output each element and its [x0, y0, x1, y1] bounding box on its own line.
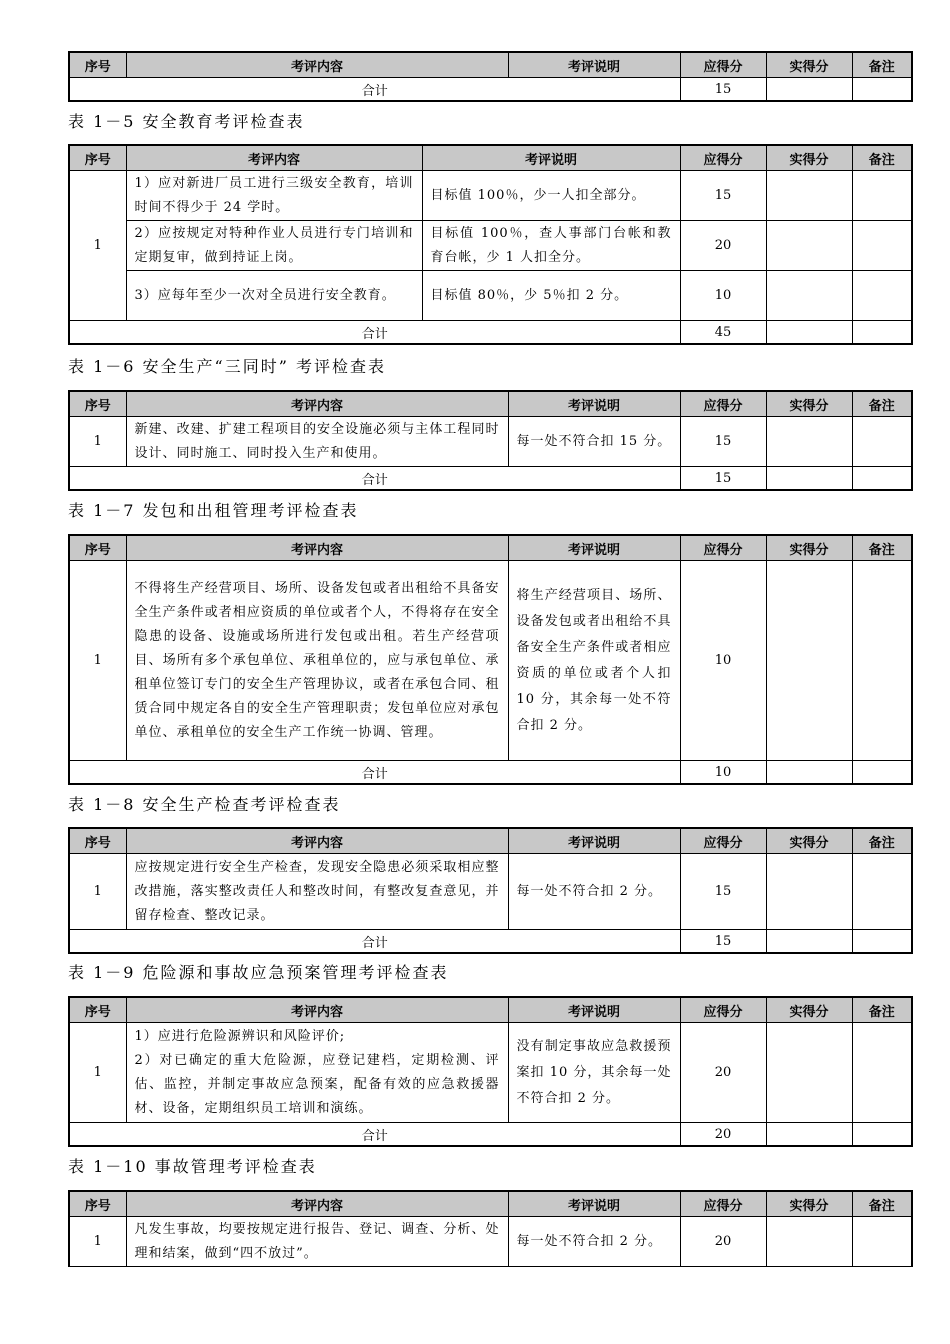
- table-1-9: [68, 996, 913, 1147]
- total-row: [69, 761, 912, 785]
- total-row: [69, 467, 912, 491]
- total-label: 合计: [69, 467, 680, 491]
- header-desc: 考评说明: [422, 145, 680, 171]
- content-cell: 不得将生产经营项目、场所、设备发包或者出租给不具备安全生产条件或者相应资质的单位或者个人，不得将存在安全隐患的设备、设施或场所进行发包或出租。若生产经营项目、场所有多个承包单位、承租单位的，应与承包单位、承租单位签订专门的安全生产管理协议，或者在承包合同、租赁合同中规定各自的安全生产管理职责；发包单位应对承包单位、承租单位的安全生产工作统一协调、管理。: [126, 561, 508, 761]
- table-row: [69, 417, 912, 467]
- header-seq: 序号: [69, 391, 126, 417]
- table-row: [69, 221, 912, 271]
- actual-cell[interactable]: [766, 854, 852, 930]
- remark-cell[interactable]: [852, 1217, 912, 1267]
- total-remark-cell[interactable]: [852, 467, 912, 491]
- remark-cell[interactable]: [852, 854, 912, 930]
- score-cell: 20: [680, 1217, 766, 1267]
- remark-cell[interactable]: [852, 1023, 912, 1123]
- header-seq: 序号: [69, 997, 126, 1023]
- header-desc: 考评说明: [508, 391, 680, 417]
- header-score: 应得分: [680, 145, 766, 171]
- header-score: 应得分: [680, 828, 766, 854]
- seq-cell: 1: [69, 854, 126, 930]
- content-cell: [126, 1023, 508, 1123]
- header-score: 应得分: [680, 391, 766, 417]
- total-remark-cell[interactable]: [852, 761, 912, 785]
- desc-cell: 每一处不符合扣 15 分。: [508, 417, 680, 467]
- header-seq: 序号: [69, 52, 126, 78]
- total-score: 20: [680, 1123, 766, 1147]
- header-seq: 序号: [69, 535, 126, 561]
- header-remark: 备注: [852, 535, 912, 561]
- desc-cell: 没有制定事故应急救援预案扣 10 分，其余每一处不符合扣 2 分。: [508, 1023, 680, 1123]
- header-content: 考评内容: [126, 391, 508, 417]
- header-content: 考评内容: [126, 828, 508, 854]
- total-score: 15: [680, 930, 766, 954]
- table-row: [69, 1023, 912, 1123]
- header-remark: 备注: [852, 145, 912, 171]
- header-seq: 序号: [69, 1191, 126, 1217]
- table-row: [69, 561, 912, 761]
- header-remark: 备注: [852, 1191, 912, 1217]
- score-cell: 20: [680, 1023, 766, 1123]
- table-1-8: [68, 827, 913, 954]
- content-line-1: 1）应进行危险源辨识和风险评价;: [134, 1028, 346, 1044]
- table-row: [69, 271, 912, 321]
- header-actual: 实得分: [766, 535, 852, 561]
- score-cell: 15: [680, 417, 766, 467]
- header-content: 考评内容: [126, 997, 508, 1023]
- caption-table-1-8: 表 1－8 安全生产检查考评检查表: [68, 795, 341, 814]
- actual-cell[interactable]: [766, 171, 852, 221]
- actual-cell[interactable]: [766, 1023, 852, 1123]
- content-cell: 应按规定进行安全生产检查，发现安全隐患必须采取相应整改措施，落实整改责任人和整改时间，有整改复查意见，并留存检查、整改记录。: [126, 854, 508, 930]
- seq-cell: 1: [69, 1217, 126, 1267]
- header-remark: 备注: [852, 997, 912, 1023]
- seq-cell: 1: [69, 1023, 126, 1123]
- header-content: 考评内容: [126, 145, 422, 171]
- header-actual: 实得分: [766, 145, 852, 171]
- total-actual-cell[interactable]: [766, 321, 852, 345]
- total-actual-cell[interactable]: [766, 930, 852, 954]
- header-remark: 备注: [852, 391, 912, 417]
- actual-cell[interactable]: [766, 221, 852, 271]
- header-seq: 序号: [69, 828, 126, 854]
- score-cell: 20: [680, 221, 766, 271]
- header-content: 考评内容: [126, 1191, 508, 1217]
- desc-cell: 将生产经营项目、场所、设备发包或者出租给不具备安全生产条件或者相应资质的单位或者个人扣 10 分，其余每一处不符合扣 2 分。: [508, 561, 680, 761]
- total-remark-cell[interactable]: [852, 1123, 912, 1147]
- total-label: 合计: [69, 930, 680, 954]
- content-cell: 3）应每年至少一次对全员进行安全教育。: [126, 271, 422, 321]
- table-1-10: [68, 1190, 913, 1267]
- remark-cell[interactable]: [852, 271, 912, 321]
- header-remark: 备注: [852, 828, 912, 854]
- header-actual: 实得分: [766, 997, 852, 1023]
- table-row: [69, 1217, 912, 1267]
- header-desc: 考评说明: [508, 535, 680, 561]
- header-desc: 考评说明: [508, 828, 680, 854]
- table-row: [69, 171, 912, 221]
- header-score: 应得分: [680, 535, 766, 561]
- total-label: 合计: [69, 1123, 680, 1147]
- total-remark-cell[interactable]: [852, 78, 912, 102]
- score-cell: 10: [680, 271, 766, 321]
- actual-cell[interactable]: [766, 271, 852, 321]
- actual-cell[interactable]: [766, 561, 852, 761]
- caption-table-1-7: 表 1－7 发包和出租管理考评检查表: [68, 501, 359, 520]
- seq-cell: 1: [69, 417, 126, 467]
- table-prev: [68, 51, 913, 102]
- total-remark-cell[interactable]: [852, 321, 912, 345]
- seq-cell: 1: [69, 171, 126, 321]
- total-row: [69, 1123, 912, 1147]
- header-actual: 实得分: [766, 52, 852, 78]
- total-actual-cell[interactable]: [766, 761, 852, 785]
- header-desc: 考评说明: [508, 997, 680, 1023]
- content-cell: 2）应按规定对特种作业人员进行专门培训和定期复审，做到持证上岗。: [126, 221, 422, 271]
- remark-cell[interactable]: [852, 221, 912, 271]
- remark-cell[interactable]: [852, 417, 912, 467]
- table-1-6: [68, 390, 913, 491]
- header-content: 考评内容: [126, 52, 508, 78]
- desc-cell: 目标值 100％，查人事部门台帐和教育台帐，少 1 人扣全分。: [422, 221, 680, 271]
- header-content: 考评内容: [126, 535, 508, 561]
- total-score: 15: [680, 78, 766, 102]
- caption-table-1-6: 表 1－6 安全生产“三同时” 考评检查表: [68, 357, 386, 376]
- total-remark-cell[interactable]: [852, 930, 912, 954]
- header-actual: 实得分: [766, 1191, 852, 1217]
- content-cell: 凡发生事故，均要按规定进行报告、登记、调查、分析、处理和结案，做到“四不放过”。: [126, 1217, 508, 1267]
- remark-cell[interactable]: [852, 171, 912, 221]
- total-actual-cell[interactable]: [766, 1123, 852, 1147]
- header-desc: 考评说明: [508, 52, 680, 78]
- desc-cell: 目标值 100％，少一人扣全部分。: [422, 171, 680, 221]
- content-line-2: 2）对已确定的重大危险源，应登记建档，定期检测、评估、监控，并制定事故应急预案，配备有效的应急救援器材、设备，定期组织员工培训和演练。: [134, 1052, 500, 1116]
- header-actual: 实得分: [766, 391, 852, 417]
- content-cell: 新建、改建、扩建工程项目的安全设施必须与主体工程同时设计、同时施工、同时投入生产和使用。: [126, 417, 508, 467]
- total-actual-cell[interactable]: [766, 467, 852, 491]
- content-cell: 1）应对新进厂员工进行三级安全教育，培训时间不得少于 24 学时。: [126, 171, 422, 221]
- total-score: 15: [680, 467, 766, 491]
- header-seq: 序号: [69, 145, 126, 171]
- remark-cell[interactable]: [852, 561, 912, 761]
- header-desc: 考评说明: [508, 1191, 680, 1217]
- header-score: 应得分: [680, 52, 766, 78]
- header-remark: 备注: [852, 52, 912, 78]
- total-score: 45: [680, 321, 766, 345]
- header-actual: 实得分: [766, 828, 852, 854]
- actual-cell[interactable]: [766, 1217, 852, 1267]
- caption-table-1-5: 表 1－5 安全教育考评检查表: [68, 112, 305, 131]
- desc-cell: 目标值 80％，少 5％扣 2 分。: [422, 271, 680, 321]
- total-row: [69, 930, 912, 954]
- table-row: [69, 854, 912, 930]
- table-1-7: [68, 534, 913, 785]
- total-score: 10: [680, 761, 766, 785]
- caption-table-1-9: 表 1－9 危险源和事故应急预案管理考评检查表: [68, 963, 449, 982]
- actual-cell[interactable]: [766, 417, 852, 467]
- total-label: 合计: [69, 321, 680, 345]
- total-actual-cell[interactable]: [766, 78, 852, 102]
- score-cell: 15: [680, 854, 766, 930]
- desc-cell: 每一处不符合扣 2 分。: [508, 854, 680, 930]
- caption-table-1-10: 表 1－10 事故管理考评检查表: [68, 1157, 317, 1176]
- score-cell: 15: [680, 171, 766, 221]
- header-score: 应得分: [680, 997, 766, 1023]
- table-1-5: [68, 144, 913, 345]
- score-cell: 10: [680, 561, 766, 761]
- seq-cell: 1: [69, 561, 126, 761]
- total-row: [69, 78, 912, 102]
- total-label: 合计: [69, 78, 680, 102]
- desc-cell: 每一处不符合扣 2 分。: [508, 1217, 680, 1267]
- total-label: 合计: [69, 761, 680, 785]
- header-score: 应得分: [680, 1191, 766, 1217]
- total-row: [69, 321, 912, 345]
